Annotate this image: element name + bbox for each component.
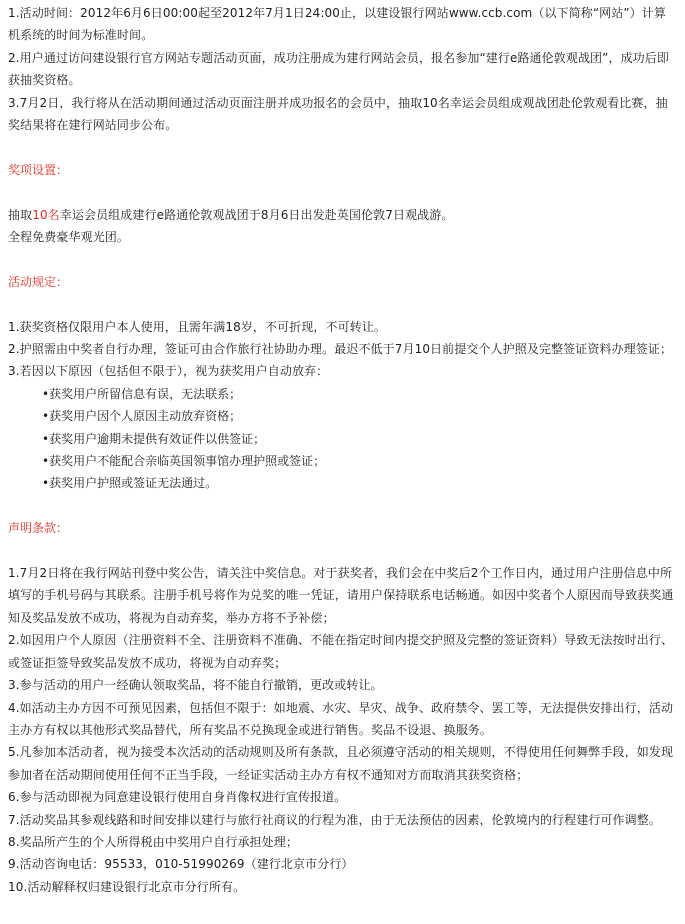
terms-item-4: 4.如活动主办方因不可预见因素，包括但不限于：如地震、水灾、旱灾、战争、政府禁令、罢工等，无法提供安排出行，活动主办方有权以其他形式奖品替代，所有奖品不兑换现金或进行销售。奖品不设退、换服务。 [8,700,674,737]
prizes-line-2: 全程免费豪华观光团。 [8,230,130,245]
rules-title: 活动规定： [8,274,69,289]
intro-item-2: 2.用户通过访问建设银行官方网站专题活动页面，成功注册成为建行网站会员，报名参加“建行e路通伦敦观战团”，成功后即获抽奖资格。 [8,50,669,88]
prizes-line-1-pre: 抽取 [8,207,33,222]
prizes-line-1-post: 幸运会员组成建行e路通伦敦观战团于8月6日出发赴英国伦敦7日观战游。 [59,207,454,222]
rules-bullet-2: •获奖用户因个人原因主动放弃资格； [42,409,242,424]
terms-item-6: 6.参与活动即视为同意建设银行使用自身肖像权进行宣传报道。 [8,790,347,805]
intro-section [8,2,677,136]
terms-item-10: 10.活动解释权归建设银行北京市分行所有。 [8,879,246,894]
terms-item-8: 8.奖品所产生的个人所得税由中奖用户自行承担处理； [8,834,298,849]
terms-item-3: 3.参与活动的用户一经确认领取奖品，将不能自行撤销，更改或转让。 [8,678,383,693]
rules-bullet-3: •获奖用户逾期未提供有效证件以供签证； [42,431,266,446]
rules-item-3: 3.若因以下原因（包括但不限于），视为获奖用户自动放弃： [8,364,329,379]
rules-item-1: 1.获奖资格仅限用户本人使用，且需年满18岁，不可折现，不可转让。 [8,319,387,334]
rules-section [8,271,677,495]
intro-item-1: 1.活动时间：2012年6月6日00:00起至2012年7月1日24:00止，以建设银行网站www.ccb.com（以下简称“网站”）计算机系统的时间为标准时间。 [8,6,666,43]
prizes-section [8,159,677,249]
prizes-line-1 [8,204,677,226]
prizes-title: 奖项设置： [8,162,69,177]
rules-bullet-5: •获奖用户护照或签证无法通过。 [42,476,218,491]
terms-section [8,517,677,898]
intro-item-3: 3.7月2日，我行将从在活动期间通过活动页面注册并成功报名的会员中，抽取10名幸运会员组成观战团赴伦敦观看比赛，抽奖结果将在建行网站同步公布。 [8,95,668,133]
terms-item-5: 5.凡参加本活动者，视为接受本次活动的活动规则及所有条款，且必须遵守活动的相关规则，不得使用任何舞弊手段，如发现参加者在活动期间使用任何不正当手段，一经证实活动主办方有权不通知对方而取消其获奖资格； [8,745,674,782]
rules-bullet-1: •获奖用户所留信息有误，无法联系； [42,386,242,401]
prize-count-highlight: 10名 [32,207,60,222]
rules-item-2: 2.护照需由中奖者自行办理，签证可由合作旅行社协助办理。最迟不低于7月10日前提交个人护照及完整签证资料办理签证； [8,342,673,357]
terms-item-7: 7.活动奖品其参观线路和时间安排以建行与旅行社商议的行程为准，由于无法预估的因素，伦敦境内的行程建行可作调整。 [8,812,661,827]
terms-item-9: 9.活动咨询电话：95533，010-51990269（建行北京市分行） [8,857,354,872]
terms-title: 声明条款： [8,521,69,536]
terms-item-1: 1.7月2日将在我行网站刊登中奖公告，请关注中奖信息。对于获奖者，我们会在中奖后2个工作日内，通过用户注册信息中所填写的手机号码与其联系。注册手机号将作为兑奖的唯一凭证，请用户保持联系电话畅通。如因中奖者个人原因而导致获奖通知及奖品发放不成功，将视为自动弃奖，举办方将不予补偿； [8,566,674,625]
terms-item-2: 2.如因用户个人原因（注册资料不全、注册资料不准确、不能在指定时间内提交护照及完整的签证资料）导致无法按时出行、或签证拒签导致奖品发放不成功，将视为自动弃奖； [8,633,674,670]
rules-bullet-4: •获奖用户不能配合亲临英国领事馆办理护照或签证； [42,454,326,469]
